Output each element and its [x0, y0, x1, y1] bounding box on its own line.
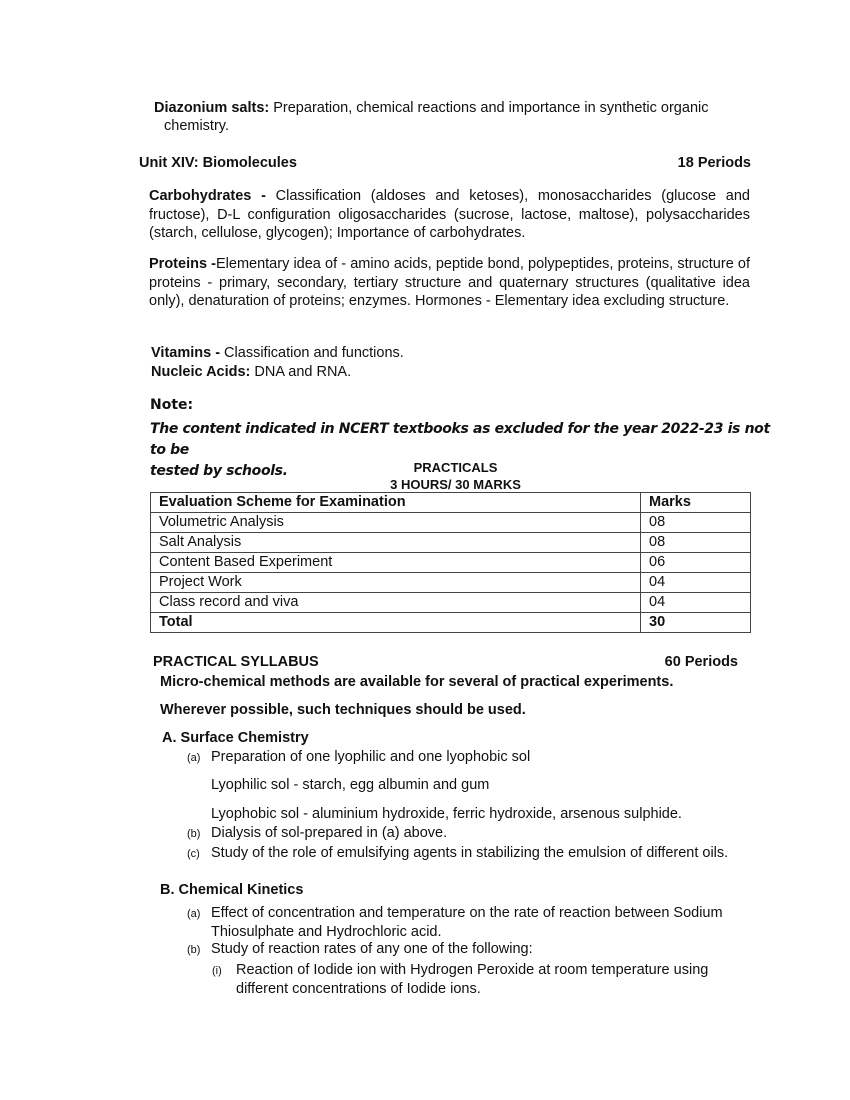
list-item-text-cont: different concentrations of Iodide ions. [236, 981, 481, 997]
list-item-text: Effect of concentration and temperature on the rate of reaction between Sodium [211, 905, 723, 921]
table-cell: Project Work [151, 573, 641, 593]
list-item [187, 845, 728, 861]
proteins-paragraph [149, 255, 750, 311]
carbohydrates-paragraph [149, 187, 750, 243]
table-row [151, 593, 751, 613]
carbohydrates-label: Carbohydrates - [149, 188, 266, 204]
nucleic-label: Nucleic Acids: [151, 364, 251, 380]
vitamins-text: Classification and functions. [220, 345, 404, 361]
diazonium-label: Diazonium salts: [154, 100, 270, 116]
table-cell: Total [151, 613, 641, 633]
syllabus-line-2: Wherever possible, such techniques should be used. [160, 702, 526, 718]
syllabus-heading [153, 654, 738, 670]
unit-heading [139, 155, 751, 171]
table-cell: 04 [641, 573, 751, 593]
list-item-text: Preparation of one lyophilic and one lyophobic sol [211, 749, 531, 765]
list-item [187, 825, 447, 841]
practicals-title: PRACTICALS [413, 460, 498, 475]
list-marker: (c) [187, 848, 200, 860]
list-marker: (a) [187, 908, 201, 920]
nucleic-text: DNA and RNA. [250, 364, 352, 380]
diazonium-text-cont: chemistry. [164, 118, 229, 134]
table-cell: Volumetric Analysis [151, 513, 641, 533]
table-row [151, 553, 751, 573]
table-cell: 30 [641, 613, 751, 633]
table-header-row [151, 493, 751, 513]
syllabus-title: PRACTICAL SYLLABUS [153, 654, 319, 670]
proteins-label: Proteins - [149, 256, 216, 272]
list-item [187, 941, 533, 957]
note-label: Note: [150, 397, 194, 413]
chemical-kinetics-title: B. Chemical Kinetics [160, 882, 304, 898]
vitamins-label: Vitamins - [151, 345, 221, 361]
vitamins-block [151, 344, 404, 382]
proteins-text: Elementary idea of - amino acids, peptide bond, polypeptides, proteins, structure of proteins - primary, secondary, tertiary structure and quaternary structures (qualitative idea only), denaturation of proteins; enzymes. Hormones - Elementary idea excluding structure. [149, 256, 750, 309]
table-header-cell: Marks [641, 493, 751, 513]
note-line-2: tested by schools. [150, 463, 288, 479]
unit-title: Unit XIV: Biomolecules [139, 155, 297, 171]
diazonium-text: Preparation, chemical reactions and importance in synthetic organic [269, 100, 709, 116]
table-row [151, 573, 751, 593]
list-item-text: Study of the role of emulsifying agents in stabilizing the emulsion of different oils. [211, 845, 729, 861]
diazonium-paragraph [154, 100, 754, 134]
lyophobic-text: Lyophobic sol - aluminium hydroxide, ferric hydroxide, arsenous sulphide. [211, 806, 682, 822]
surface-chemistry-title: A. Surface Chemistry [162, 730, 309, 746]
list-item-text: Reaction of Iodide ion with Hydrogen Peroxide at room temperature using [236, 962, 709, 978]
table-cell: 04 [641, 593, 751, 613]
table-cell: Salt Analysis [151, 533, 641, 553]
table-cell: 06 [641, 553, 751, 573]
table-row [151, 533, 751, 553]
list-marker: (b) [187, 828, 201, 840]
list-marker: (i) [212, 965, 222, 977]
carbohydrates-text: Classification (aldoses and ketoses), monosaccharides (glucose and fructose), D-L configuration oligosaccharides (sucrose, lactose, maltose), polysaccharides (starch, cellulose, glycogen); Importance of carbohydrates. [149, 188, 750, 241]
evaluation-scheme-table [150, 492, 751, 633]
list-item [187, 904, 723, 941]
unit-periods: 18 Periods [677, 155, 751, 171]
table-cell: Content Based Experiment [151, 553, 641, 573]
list-item-text-cont: Thiosulphate and Hydrochloric acid. [211, 924, 442, 940]
list-item [212, 961, 708, 998]
practicals-heading [150, 459, 761, 493]
table-row [151, 513, 751, 533]
table-cell: 08 [641, 533, 751, 553]
list-item [187, 749, 530, 765]
note-line-1: The content indicated in NCERT textbooks as excluded for the year 2022-23 is not to be [150, 421, 770, 458]
syllabus-line-1: Micro-chemical methods are available for several of practical experiments. [160, 674, 674, 690]
table-total-row [151, 613, 751, 633]
lyophilic-text: Lyophilic sol - starch, egg albumin and gum [211, 777, 490, 793]
syllabus-periods: 60 Periods [664, 654, 738, 670]
list-item-text: Study of reaction rates of any one of the following: [211, 941, 533, 957]
list-item-text: Dialysis of sol-prepared in (a) above. [211, 825, 448, 841]
practicals-subtitle: 3 HOURS/ 30 MARKS [390, 477, 521, 492]
table-cell: 08 [641, 513, 751, 533]
list-marker: (b) [187, 944, 201, 956]
table-cell: Class record and viva [151, 593, 641, 613]
table-header-cell: Evaluation Scheme for Examination [151, 493, 641, 513]
list-marker: (a) [187, 752, 201, 764]
